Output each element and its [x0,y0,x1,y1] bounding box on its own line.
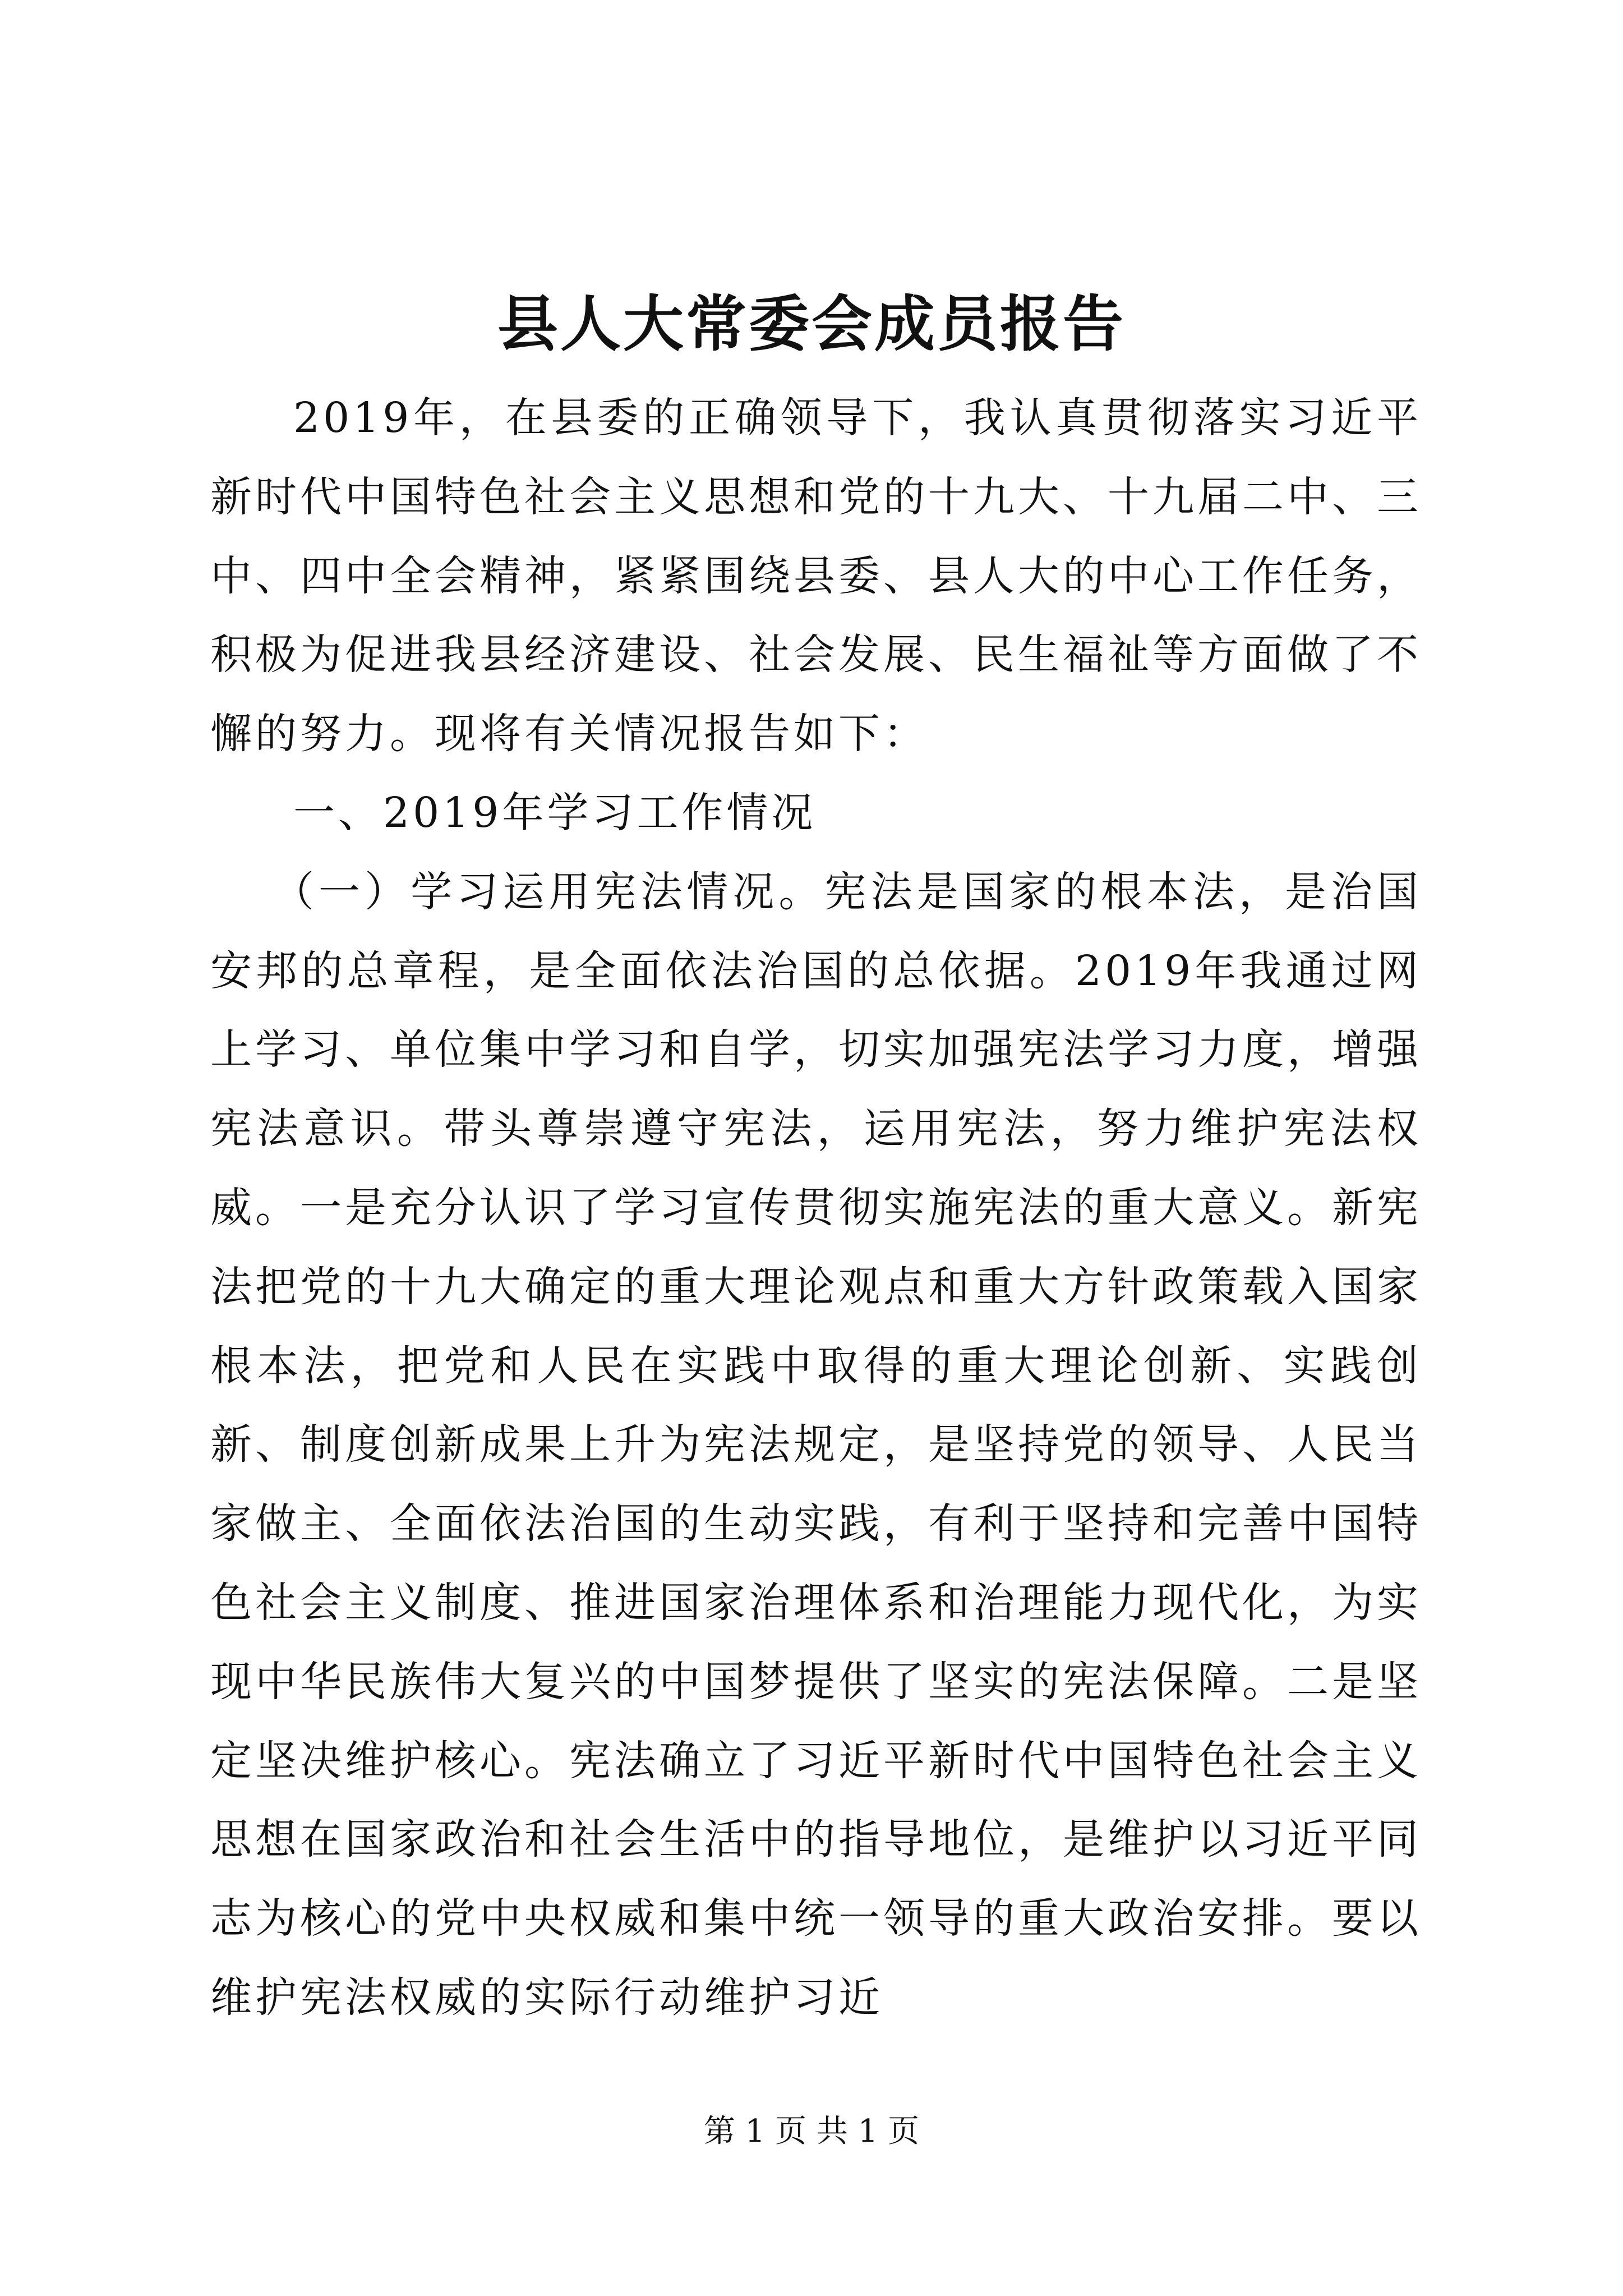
section-heading: 一、2019年学习工作情况 [293,788,817,837]
page-footer: 第 1 页 共 1 页 [703,2113,920,2150]
intro-paragraph: 2019年，在县委的正确领导下，我认真贯彻落实习近平新时代中国特色社会主义思想和党的十九大、十九届二中、三中、四中全会精神，紧紧围绕县委、县人大的中心工作任务，积极为促进我县经济建设、社会发展、民生福祉等方面做了不懈的努力。现将有关情况报告如下： [210,394,1422,758]
constitution-paragraph: （一）学习运用宪法情况。宪法是国家的根本法，是治国安邦的总章程，是全面依法治国的总依据。2019年我通过网上学习、单位集中学习和自学，切实加强宪法学习力度，增强宪法意识。带头尊崇遵守宪法，运用宪法，努力维护宪法权威。一是充分认识了学习宣传贯彻实施宪法的重大意义。新宪法把党的十九大确定的重大理论观点和重大方针政策载入国家根本法，把党和人民在实践中取得的重大理论创新、实践创新、制度创新成果上升为宪法规定，是坚持党的领导、人民当家做主、全面依法治国的生动实践，有利于坚持和完善中国特色社会主义制度、推进国家治理体系和治理能力现代化，为实现中华民族伟大复兴的中国梦提供了坚实的宪法保障。二是坚定坚决维护核心。宪法确立了习近平新时代中国特色社会主义思想在国家政治和社会生活中的指导地位，是维护以习近平同志为核心的党中央权威和集中统一领导的重大政治安排。要以维护宪法权威的实际行动维护习近 [210,867,1422,2022]
document-body [210,379,1422,2037]
document-title: 县人大常委会成员报告 [497,289,1126,360]
